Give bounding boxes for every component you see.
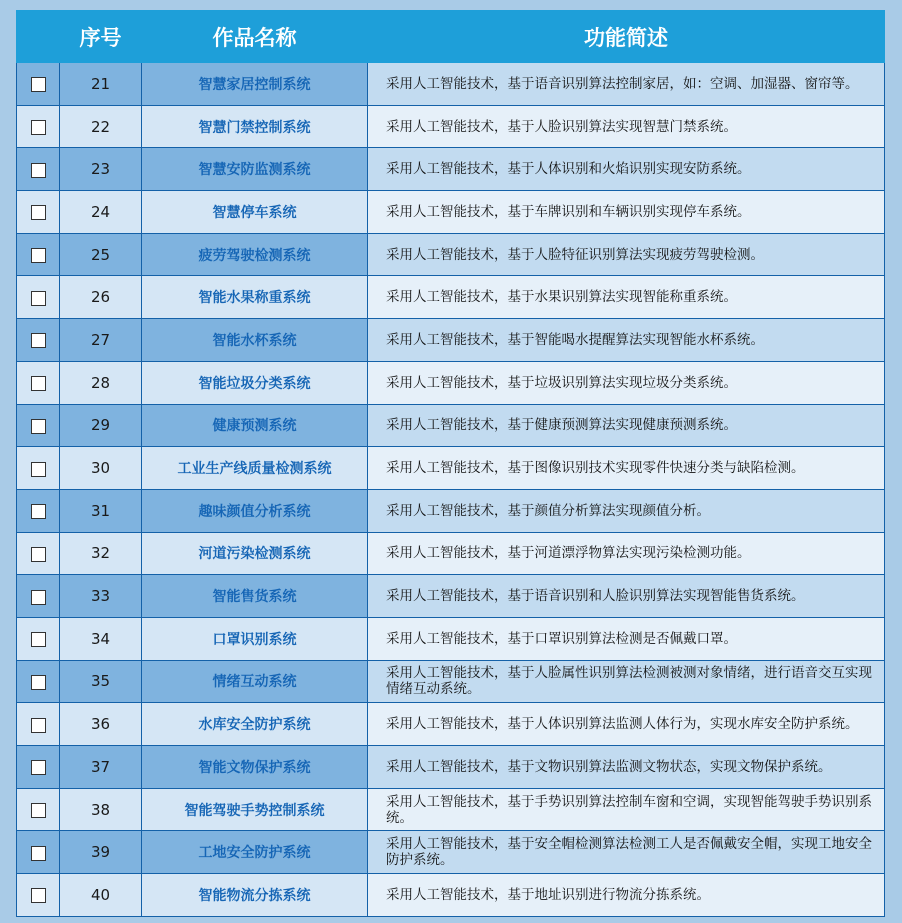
row-checkbox-cell: [17, 276, 60, 319]
row-description: 采用人工智能技术，基于颜值分析算法实现颜值分析。: [368, 489, 885, 532]
row-number: 40: [60, 874, 142, 917]
table-row: [17, 617, 885, 660]
row-project-name: 智慧安防监测系统: [142, 148, 368, 191]
row-checkbox-cell: [17, 746, 60, 789]
row-checkbox[interactable]: [31, 632, 46, 647]
row-project-name: 智能售货系统: [142, 575, 368, 618]
row-checkbox-cell: [17, 233, 60, 276]
row-number: 34: [60, 617, 142, 660]
row-description: 采用人工智能技术，基于图像识别技术实现零件快速分类与缺陷检测。: [368, 447, 885, 490]
row-number: 24: [60, 191, 142, 234]
row-checkbox[interactable]: [31, 718, 46, 733]
row-description: 采用人工智能技术，基于智能喝水提醒算法实现智能水杯系统。: [368, 319, 885, 362]
row-project-name: 水库安全防护系统: [142, 703, 368, 746]
row-project-name: 智能垃圾分类系统: [142, 361, 368, 404]
row-checkbox-cell: [17, 191, 60, 234]
row-number: 28: [60, 361, 142, 404]
row-description: 采用人工智能技术，基于安全帽检测算法检测工人是否佩戴安全帽，实现工地安全防护系统。: [368, 831, 885, 874]
row-description: 采用人工智能技术，基于语音识别算法控制家居，如：空调、加湿器、窗帘等。: [368, 63, 885, 106]
row-number: 25: [60, 233, 142, 276]
table-row: [17, 105, 885, 148]
row-description: 采用人工智能技术，基于人脸特征识别算法实现疲劳驾驶检测。: [368, 233, 885, 276]
row-description: 采用人工智能技术，基于水果识别算法实现智能称重系统。: [368, 276, 885, 319]
row-number: 26: [60, 276, 142, 319]
row-project-name: 疲劳驾驶检测系统: [142, 233, 368, 276]
row-checkbox-cell: [17, 660, 60, 703]
row-number: 23: [60, 148, 142, 191]
row-checkbox[interactable]: [31, 760, 46, 775]
table-row: [17, 575, 885, 618]
row-project-name: 工业生产线质量检测系统: [142, 447, 368, 490]
row-checkbox[interactable]: [31, 248, 46, 263]
row-checkbox-cell: [17, 105, 60, 148]
row-description: 采用人工智能技术，基于地址识别进行物流分拣系统。: [368, 874, 885, 917]
table-row: [17, 703, 885, 746]
table-row: [17, 831, 885, 874]
row-checkbox[interactable]: [31, 77, 46, 92]
row-project-name: 智能驾驶手势控制系统: [142, 788, 368, 831]
row-description: 采用人工智能技术，基于人体识别和火焰识别实现安防系统。: [368, 148, 885, 191]
row-checkbox-cell: [17, 319, 60, 362]
row-checkbox-cell: [17, 703, 60, 746]
row-description: 采用人工智能技术，基于人体识别算法监测人体行为，实现水库安全防护系统。: [368, 703, 885, 746]
table-row: [17, 191, 885, 234]
row-description: 采用人工智能技术，基于口罩识别算法检测是否佩戴口罩。: [368, 617, 885, 660]
row-checkbox[interactable]: [31, 803, 46, 818]
row-number: 33: [60, 575, 142, 618]
project-table: [16, 10, 885, 917]
row-number: 29: [60, 404, 142, 447]
row-checkbox-cell: [17, 617, 60, 660]
table-row: [17, 319, 885, 362]
row-description: 采用人工智能技术，基于人脸识别算法实现智慧门禁系统。: [368, 105, 885, 148]
table-row: [17, 361, 885, 404]
table-row: [17, 233, 885, 276]
row-checkbox-cell: [17, 575, 60, 618]
header-num: 序号: [60, 11, 142, 63]
table-row: [17, 874, 885, 917]
row-checkbox[interactable]: [31, 462, 46, 477]
row-checkbox[interactable]: [31, 675, 46, 690]
row-number: 30: [60, 447, 142, 490]
row-checkbox[interactable]: [31, 163, 46, 178]
row-checkbox-cell: [17, 788, 60, 831]
table-row: [17, 489, 885, 532]
row-number: 38: [60, 788, 142, 831]
row-checkbox-cell: [17, 63, 60, 106]
row-checkbox-cell: [17, 361, 60, 404]
row-checkbox[interactable]: [31, 333, 46, 348]
row-number: 39: [60, 831, 142, 874]
row-project-name: 智能水果称重系统: [142, 276, 368, 319]
table-row: [17, 532, 885, 575]
row-checkbox[interactable]: [31, 888, 46, 903]
table-row: [17, 788, 885, 831]
row-description: 采用人工智能技术，基于文物识别算法监测文物状态，实现文物保护系统。: [368, 746, 885, 789]
table-row: [17, 447, 885, 490]
table-row: [17, 660, 885, 703]
row-number: 37: [60, 746, 142, 789]
row-number: 31: [60, 489, 142, 532]
row-checkbox[interactable]: [31, 120, 46, 135]
header-checkbox-cell: [17, 11, 60, 63]
row-project-name: 智慧家居控制系统: [142, 63, 368, 106]
row-project-name: 智能物流分拣系统: [142, 874, 368, 917]
row-project-name: 工地安全防护系统: [142, 831, 368, 874]
row-number: 32: [60, 532, 142, 575]
row-project-name: 趣味颜值分析系统: [142, 489, 368, 532]
table-row: [17, 404, 885, 447]
row-checkbox[interactable]: [31, 846, 46, 861]
row-checkbox-cell: [17, 447, 60, 490]
row-checkbox[interactable]: [31, 547, 46, 562]
header-name: 作品名称: [142, 11, 368, 63]
table-row: [17, 63, 885, 106]
row-checkbox[interactable]: [31, 504, 46, 519]
row-number: 36: [60, 703, 142, 746]
row-checkbox[interactable]: [31, 419, 46, 434]
row-project-name: 智慧门禁控制系统: [142, 105, 368, 148]
row-checkbox-cell: [17, 148, 60, 191]
row-description: 采用人工智能技术，基于语音识别和人脸识别算法实现智能售货系统。: [368, 575, 885, 618]
row-project-name: 智能文物保护系统: [142, 746, 368, 789]
row-project-name: 情绪互动系统: [142, 660, 368, 703]
row-number: 22: [60, 105, 142, 148]
table-header-row: [17, 11, 885, 63]
row-description: 采用人工智能技术，基于手势识别算法控制车窗和空调，实现智能驾驶手势识别系统。: [368, 788, 885, 831]
project-table-frame: [16, 10, 884, 915]
row-checkbox[interactable]: [31, 291, 46, 306]
row-number: 35: [60, 660, 142, 703]
table-row: [17, 746, 885, 789]
row-project-name: 智能水杯系统: [142, 319, 368, 362]
row-project-name: 口罩识别系统: [142, 617, 368, 660]
row-description: 采用人工智能技术，基于人脸属性识别算法检测被测对象情绪，进行语音交互实现情绪互动系统。: [368, 660, 885, 703]
table-row: [17, 148, 885, 191]
row-number: 27: [60, 319, 142, 362]
row-checkbox-cell: [17, 874, 60, 917]
row-description: 采用人工智能技术，基于河道漂浮物算法实现污染检测功能。: [368, 532, 885, 575]
table-row: [17, 276, 885, 319]
row-description: 采用人工智能技术，基于车牌识别和车辆识别实现停车系统。: [368, 191, 885, 234]
row-checkbox[interactable]: [31, 205, 46, 220]
row-checkbox-cell: [17, 404, 60, 447]
row-description: 采用人工智能技术，基于垃圾识别算法实现垃圾分类系统。: [368, 361, 885, 404]
row-checkbox-cell: [17, 831, 60, 874]
row-checkbox-cell: [17, 532, 60, 575]
row-project-name: 河道污染检测系统: [142, 532, 368, 575]
row-project-name: 智慧停车系统: [142, 191, 368, 234]
header-desc: 功能简述: [368, 11, 885, 63]
row-project-name: 健康预测系统: [142, 404, 368, 447]
row-description: 采用人工智能技术，基于健康预测算法实现健康预测系统。: [368, 404, 885, 447]
row-checkbox-cell: [17, 489, 60, 532]
row-checkbox[interactable]: [31, 376, 46, 391]
row-number: 21: [60, 63, 142, 106]
row-checkbox[interactable]: [31, 590, 46, 605]
